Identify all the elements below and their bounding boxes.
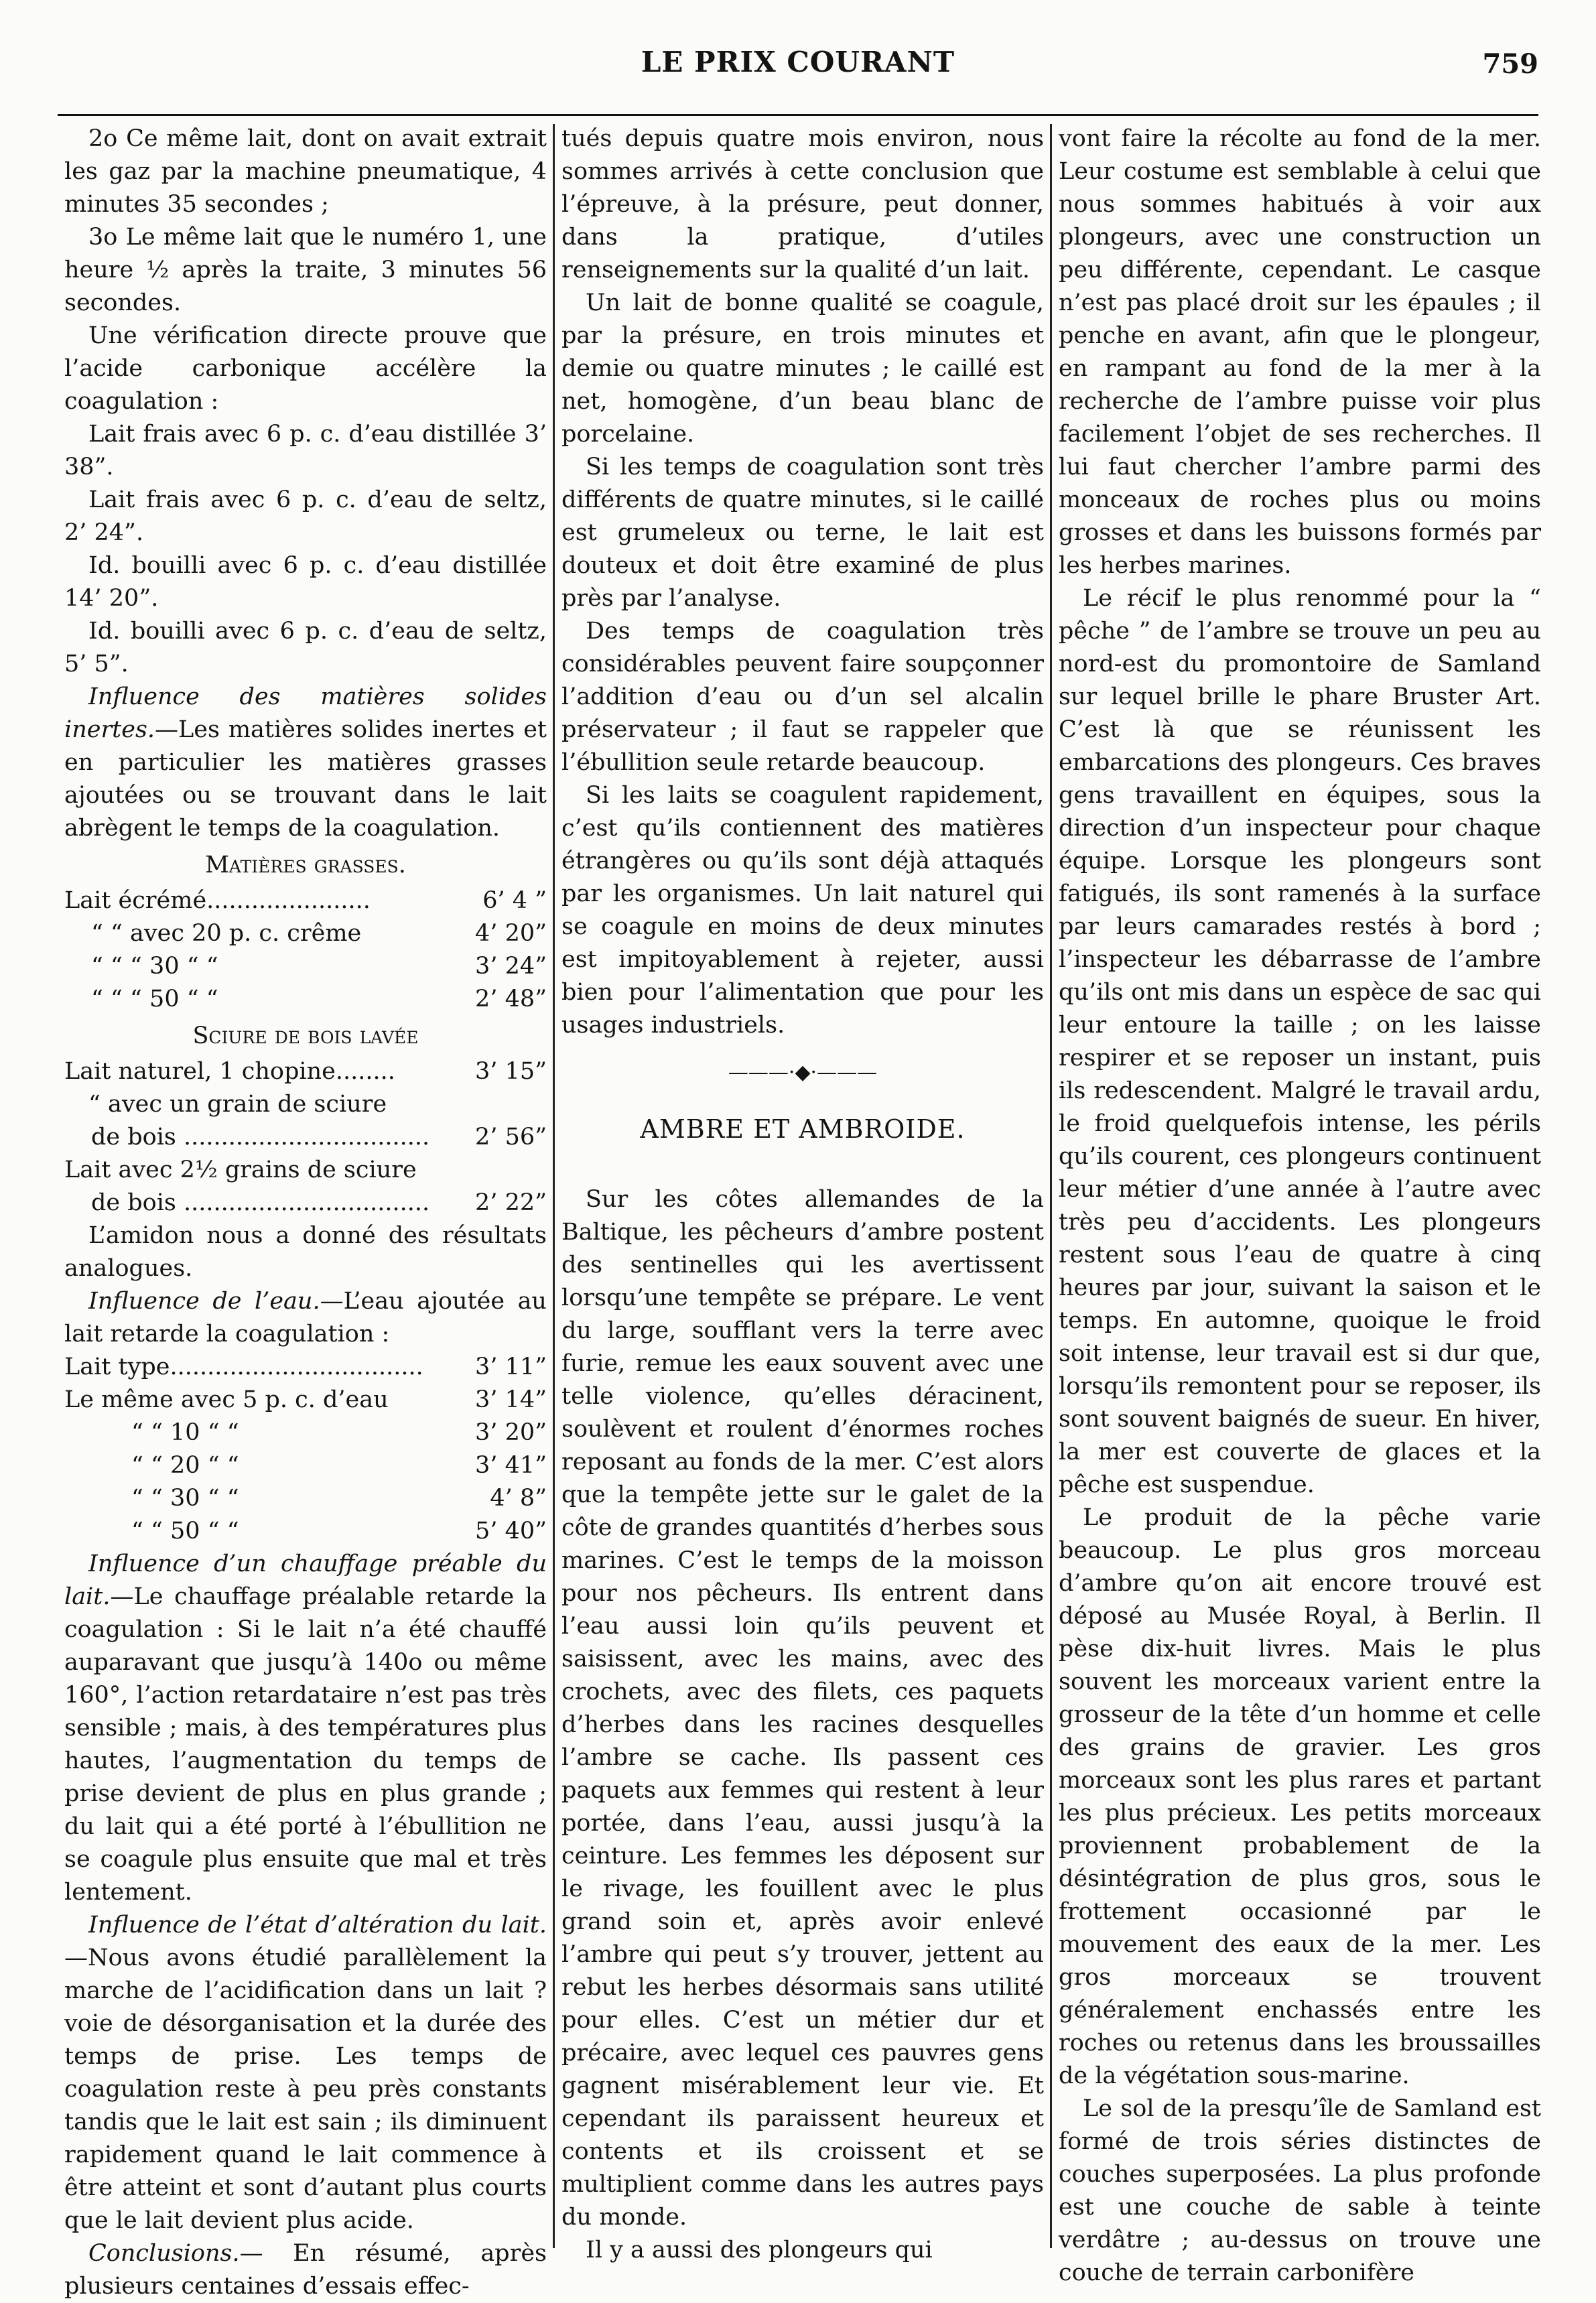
paragraph: 3o Le même lait que le numéro 1, une heure ½ après la traite, 3 minutes 56 secondes. <box>64 224 547 316</box>
journal-title: LE PRIX COURANT <box>641 46 955 78</box>
table-row: “ “ 20 “ “ 3’ 41” <box>131 1452 547 1479</box>
table-row-label: “ avec un grain de sciure <box>88 1091 387 1118</box>
paragraph: Si les temps de coagulation sont très différents de quatre minutes, si le caillé est grumeleux ou terne, le lait est douteux et doit être examiné de plus près par l’analyse. <box>561 454 1044 612</box>
paragraph <box>64 1548 547 1909</box>
table-row: Lait naturel, 1 chopine........ 3’ 15” <box>64 1058 547 1085</box>
table-water <box>64 1351 547 1548</box>
paragraph: Sur les côtes allemandes de la Baltique, les pêcheurs d’ambre postent des sentinelles qui les avertissent lorsqu’une tempête se prépare. Le vent du large, soufflant vers la terre avec furie, remue les eaux souvent avec une telle violence, qu’elles déracinent, soulèvent et roulent d’énormes roches reposant au fonds de la mer. C’est alors que la tempête jette sur le galet de la côte de grandes quantités d’herbes sous marines. C’est le temps de la moisson pour nos pêcheurs. Ils entrent dans l’eau aussi loin qu’ils peuvent et saisissent, avec les mains, avec des crochets, avec des filets, ces paquets d’herbes dans les racines desquelles l’ambre se cache. Ils passent ces paquets aux femmes qui restent à leur portée, dans l’eau, aussi jusqu’à la ceinture. Les femmes les déposent sur le rivage, les fouillent avec le plus grand soin et, après avoir enlevé l’ambre qui peut s’y trouver, jettent au rebut les herbes désormais sans utilité pour elles. C’est un métier dur et précaire, avec lequel ces pauvres gens gagnent misérablement leur vie. Et cependant ils paraissent heureux et contents et ils croissent et se multiplient comme dans les autres pays du monde. <box>561 1186 1044 2231</box>
paragraph-title: Conclusions. <box>88 2240 240 2267</box>
table-row-label: Lait avec 2½ grains de sciure <box>64 1157 417 1183</box>
paragraph: Le sol de la presqu’île de Samland est formé de trois séries distinctes de couches superposées. La plus profonde est une couche de sable à teinte verdâtre ; au-dessus on trouve une couche de terrain carbonifère <box>1059 2095 1541 2286</box>
table-heading: Sciure de bois lavée <box>192 1023 419 1049</box>
paragraph-text: —Le chauffage préalable retarde la coagulation : Si le lait n’a été chauffé auparavant que jusqu’à 140o ou même 160°, l’action retardataire n’est pas très sensible ; mais, à des températures plus hautes, l’augmentation du temps de prise devient de plus en plus grande ; du lait qui a été porté à l’ébullition ne se coagule plus ensuite que mal et très lentement. <box>64 1583 547 1906</box>
table-row: “ “ 30 “ “ 4’ 8” <box>131 1485 547 1512</box>
column-2 <box>561 123 1044 2267</box>
paragraph: tués depuis quatre mois environ, nous sommes arrivés à cette conclusion que l’épreuve, à la présure, peut donner, dans la pratique, d’utiles renseignements sur la qualité d’un lait. <box>561 125 1044 283</box>
paragraph-title: Influence des matières solides inertes. <box>64 683 547 743</box>
column-divider <box>1050 124 1052 2248</box>
paragraph: Lait frais avec 6 p. c. d’eau distillée 3’ 38”. <box>64 421 547 480</box>
table-fat <box>64 884 547 1016</box>
section-separator: ———·◆·——— <box>728 1061 878 1084</box>
paragraph <box>64 1285 547 1351</box>
paragraph-title: Influence de l’état d’altération du lait. <box>88 1912 547 1938</box>
table-heading: Matières grasses. <box>205 852 406 878</box>
paragraph: Des temps de coagulation très considérables peuvent faire soupçonner l’addition d’eau ou d’un sel alcalin préservateur ; il faut se rappeler que l’ébullition seule retarde beaucoup. <box>561 618 1044 776</box>
table-row: de bois ................................. 2’ 22” <box>91 1189 547 1216</box>
table-row: Lait écrémé...................... 6’ 4 ” <box>64 887 547 914</box>
table-row: “ “ 10 “ “ 3’ 20” <box>131 1419 547 1446</box>
paragraph-title: Influence de l’eau. <box>88 1288 320 1315</box>
paragraph-text: —Nous avons étudié parallèlement la marche de l’acidification dans un lait ? voie de désorganisation et la durée des temps de prise. Les temps de coagulation reste à peu près constants tandis que le lait est sain ; ils diminuent rapidement quand le lait commence à être atteint et sont d’autant plus courts que le lait devient plus acide. <box>64 1945 547 2234</box>
paragraph: Le récif le plus renommé pour la “ pêche ” de l’ambre se trouve un peu au nord-est du promontoire de Samland sur lequel brille le phare Bruster Art. C’est là que se réunissent les embarcations des plongeurs. Ces braves gens travaillent en équipes, sous la direction d’un inspecteur pour chaque équipe. Lorsque les plongeurs sont fatigués, ils sont ramenés à la surface par leurs camarades restés à bord ; l’inspecteur les débarrasse de l’ambre qu’ils ont mis dans un espèce de sac qui leur entoure la taille ; on les laisse respirer et se reposer un instant, puis ils redescendent. Malgré le travail ardu, le froid quelquefois intense, les périls qu’ils courent, ces plongeurs continuent leur métier d’une année à l’autre avec très peu d’accidents. Les plongeurs restent sous l’eau de quatre à cinq heures par jour, suivant la saison et le temps. En automne, quoique le froid soit intense, leur travail est si dur que, lorsqu’ils remontent pour se reposer, ils sont souvent baignés de sueur. En hiver, la mer est couverte de glaces et la pêche est suspendue. <box>1059 585 1541 1498</box>
paragraph <box>64 681 547 845</box>
paragraph-text: — En résumé, après plusieurs centaines d’essais effec- <box>64 2240 547 2300</box>
paragraph: vont faire la récolte au fond de la mer. Leur costume est semblable à celui que nous sommes habitués à voir aux plongeurs, avec une construction un peu différente, cependant. Le casque n’est pas placé droit sur les épaules ; il penche en avant, afin que le plongeur, en rampant au fond de la mer à la recherche de l’ambre puisse voir plus facilement l’objet de ses recherches. Il lui faut chercher l’ambre parmi des monceaux de roches plus ou moins grosses et dans les buissons formés par les herbes marines. <box>1059 125 1541 579</box>
table-row: de bois ................................. 2’ 56” <box>91 1124 547 1150</box>
paragraph: Lait frais avec 6 p. c. d’eau de seltz, 2’ 24”. <box>64 486 547 546</box>
table-row: Le même avec 5 p. c. d’eau 3’ 14” <box>64 1386 547 1413</box>
table-row: “ “ “ 50 “ “ 2’ 48” <box>91 986 547 1012</box>
paragraph: Un lait de bonne qualité se coagule, par la présure, en trois minutes et demie ou quatre minutes ; le caillé est net, homogène, d’un beau blanc de porcelaine. <box>561 289 1044 448</box>
column-divider <box>553 124 555 2248</box>
table-row: “ “ 50 “ “ 5’ 40” <box>131 1518 547 1544</box>
column-1 <box>64 123 547 2303</box>
paragraph <box>64 2237 547 2303</box>
paragraph: 2o Ce même lait, dont on avait extrait les gaz par la machine pneumatique, 4 minutes 35 secondes ; <box>64 125 547 218</box>
paragraph: Si les laits se coagulent rapidement, c’est qu’ils contiennent des matières étrangères ou qu’ils sont déjà attaqués par les organismes. Un lait naturel qui se coagule en moins de deux minutes est impitoyablement à rejeter, aussi bien pour l’alimentation que pour les usages industriels. <box>561 782 1044 1039</box>
table-row: “ “ “ 30 “ “ 3’ 24” <box>91 953 547 980</box>
page-header <box>58 42 1538 88</box>
paragraph: L’amidon nous a donné des résultats analogues. <box>64 1222 547 1282</box>
paragraph: Id. bouilli avec 6 p. c. d’eau de seltz, 5’ 5”. <box>64 618 547 677</box>
table-row: Lait type.................................. 3’ 11” <box>64 1354 547 1380</box>
paragraph-text: —Les matières solides inertes et en particulier les matières grasses ajoutées ou se trouvant dans le lait abrègent le temps de la coagulation. <box>64 716 547 842</box>
paragraph: Le produit de la pêche varie beaucoup. Le plus gros morceau d’ambre qu’on ait encore trouvé est déposé au Musée Royal, à Berlin. Il pèse dix-huit livres. Mais le plus souvent les morceaux varient entre la grosseur de la tête d’un homme et celle des grains de gravier. Les gros morceaux sont les plus rares et partant les plus précieux. Les petits morceaux proviennent probablement de la désintégration de plus gros, sous le frottement occasionné par le mouvement des eaux de la mer. Les gros morceaux se trouvent généralement enchassés entre les roches ou retenus dans les broussailles de la végétation sous-marine. <box>1059 1504 1541 2089</box>
paragraph-title: Influence d’un chauffage préable du lait. <box>64 1551 547 1610</box>
table-sawdust <box>64 1055 547 1220</box>
table-row: “ “ avec 20 p. c. crême 4’ 20” <box>91 920 547 947</box>
paragraph: Une vérification directe prouve que l’acide carbonique accélère la coagulation : <box>64 322 547 415</box>
header-rule <box>58 114 1538 116</box>
article-title: AMBRE ET AMBROIDE. <box>640 1114 966 1144</box>
column-3 <box>1059 123 1541 2290</box>
paragraph: Il y a aussi des plongeurs qui <box>586 2237 933 2263</box>
paragraph <box>64 1909 547 2237</box>
page-number: 759 <box>1482 48 1538 80</box>
paragraph-text: —L’eau ajoutée au lait retarde la coagulation : <box>64 1288 547 1347</box>
paragraph: Id. bouilli avec 6 p. c. d’eau distillée 14’ 20”. <box>64 552 547 612</box>
